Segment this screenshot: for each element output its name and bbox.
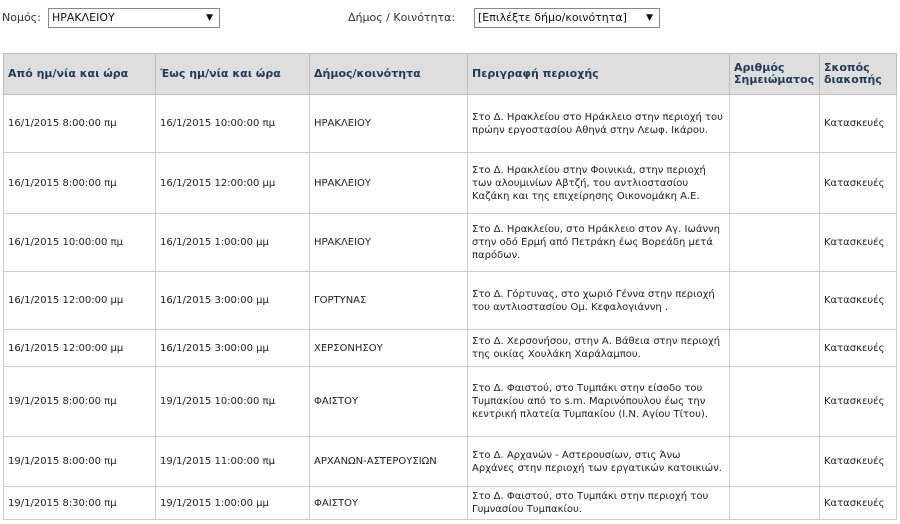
cell-from: 19/1/2015 8:00:00 πμ — [4, 437, 156, 487]
header-purpose[interactable]: Σκοπός διακοπής — [820, 54, 897, 95]
prefecture-label: Νομός: — [2, 11, 41, 24]
municipality-select-value: [Επιλέξτε δήμο/κοινότητα] — [478, 11, 627, 24]
header-municipality[interactable]: Δήμος/κοινότητα — [310, 54, 468, 95]
cell-note-number — [730, 153, 820, 214]
cell-from: 16/1/2015 8:00:00 πμ — [4, 95, 156, 153]
cell-municipality: ΗΡΑΚΛΕΙΟΥ — [310, 153, 468, 214]
cell-from: 19/1/2015 8:00:00 πμ — [4, 367, 156, 437]
cell-from: 19/1/2015 8:30:00 πμ — [4, 487, 156, 520]
cell-purpose: Κατασκευές — [820, 330, 897, 367]
header-to[interactable]: Έως ημ/νία και ώρα — [156, 54, 310, 95]
cell-from: 16/1/2015 12:00:00 μμ — [4, 272, 156, 330]
cell-from: 16/1/2015 10:00:00 πμ — [4, 214, 156, 272]
cell-description: Στο Δ. Γόρτυνας, στο χωριό Γέννα στην περιοχή του αντλιοστασίου Ομ. Κεφαλογιάννη . — [468, 272, 730, 330]
cell-municipality: ΓΟΡΤΥΝΑΣ — [310, 272, 468, 330]
chevron-down-icon: ▼ — [646, 13, 653, 23]
table-row — [4, 95, 897, 153]
cell-note-number — [730, 487, 820, 520]
cell-to: 16/1/2015 3:00:00 μμ — [156, 330, 310, 367]
cell-to: 16/1/2015 12:00:00 μμ — [156, 153, 310, 214]
table-row — [4, 153, 897, 214]
outages-table — [3, 53, 897, 520]
cell-description: Στο Δ. Φαιστού, στο Τυμπάκι στην είσοδο του Τυμπακίου από το s.m. Μαρινόπουλου έως την κεντρική πλατεία Τυμπακίου (Ι.Ν. Αγίου Τίτου). — [468, 367, 730, 437]
cell-description: Στο Δ. Χερσονήσου, στην Α. Βάθεια στην περιοχή της οικίας Χουλάκη Χαράλαμπου. — [468, 330, 730, 367]
cell-note-number — [730, 272, 820, 330]
prefecture-select-value: ΗΡΑΚΛΕΙΟΥ — [52, 11, 115, 24]
cell-municipality: ΦΑΙΣΤΟΥ — [310, 487, 468, 520]
table-header-row — [4, 54, 897, 95]
cell-purpose: Κατασκευές — [820, 487, 897, 520]
cell-purpose: Κατασκευές — [820, 153, 897, 214]
cell-purpose: Κατασκευές — [820, 95, 897, 153]
cell-description: Στο Δ. Ηρακλείου στο Ηράκλειο στην περιοχή του πρώην εργοστασίου Αθηνά στην Λεωφ. Ικάρου. — [468, 95, 730, 153]
prefecture-select[interactable] — [48, 8, 220, 28]
cell-note-number — [730, 330, 820, 367]
cell-description: Στο Δ. Ηρακλείου στην Φοινικιά, στην περιοχή των αλουμινίων Αβτζή, του αντλιοστασίου Καζάκη και της επιχείρησης Οικονομάκη Α.Ε. — [468, 153, 730, 214]
cell-purpose: Κατασκευές — [820, 367, 897, 437]
cell-note-number — [730, 367, 820, 437]
cell-description: Στο Δ. Αρχανών - Αστερουσίων, στις Άνω Αρχάνες στην περιοχή των εργατικών κατοικιών. — [468, 437, 730, 487]
cell-municipality: ΦΑΙΣΤΟΥ — [310, 367, 468, 437]
header-description[interactable]: Περιγραφή περιοχής — [468, 54, 730, 95]
municipality-label: Δήμος / Κοινότητα: — [348, 11, 456, 24]
cell-purpose: Κατασκευές — [820, 272, 897, 330]
municipality-select[interactable] — [474, 8, 660, 28]
table-row — [4, 330, 897, 367]
cell-municipality: ΑΡΧΑΝΩΝ-ΑΣΤΕΡΟΥΣΙΩΝ — [310, 437, 468, 487]
cell-to: 16/1/2015 1:00:00 μμ — [156, 214, 310, 272]
cell-description: Στο Δ. Ηρακλείου, στο Ηράκλειο στον Αγ. Ιωάννη στην οδό Ερμή από Πετράκη έως Βορεάδη μετά παρόδων. — [468, 214, 730, 272]
cell-from: 16/1/2015 8:00:00 πμ — [4, 153, 156, 214]
table-row — [4, 214, 897, 272]
filter-bar — [0, 8, 900, 30]
table-row — [4, 367, 897, 437]
cell-from: 16/1/2015 12:00:00 μμ — [4, 330, 156, 367]
cell-note-number — [730, 95, 820, 153]
cell-to: 19/1/2015 1:00:00 μμ — [156, 487, 310, 520]
cell-municipality: ΗΡΑΚΛΕΙΟΥ — [310, 214, 468, 272]
header-note-number[interactable]: Αριθμός Σημειώματος — [730, 54, 820, 95]
cell-municipality: ΧΕΡΣΟΝΗΣΟΥ — [310, 330, 468, 367]
cell-to: 19/1/2015 10:00:00 πμ — [156, 367, 310, 437]
cell-to: 16/1/2015 3:00:00 μμ — [156, 272, 310, 330]
header-from[interactable]: Από ημ/νία και ώρα — [4, 54, 156, 95]
cell-municipality: ΗΡΑΚΛΕΙΟΥ — [310, 95, 468, 153]
cell-description: Στο Δ. Φαιστού, στο Τυμπάκι στην περιοχή του Γυμνασίου Τυμπακίου. — [468, 487, 730, 520]
cell-to: 19/1/2015 11:00:00 πμ — [156, 437, 310, 487]
cell-to: 16/1/2015 10:00:00 πμ — [156, 95, 310, 153]
cell-purpose: Κατασκευές — [820, 214, 897, 272]
chevron-down-icon: ▼ — [206, 13, 213, 23]
cell-note-number — [730, 437, 820, 487]
table-row — [4, 487, 897, 520]
cell-purpose: Κατασκευές — [820, 437, 897, 487]
table-row — [4, 437, 897, 487]
cell-note-number — [730, 214, 820, 272]
table-row — [4, 272, 897, 330]
